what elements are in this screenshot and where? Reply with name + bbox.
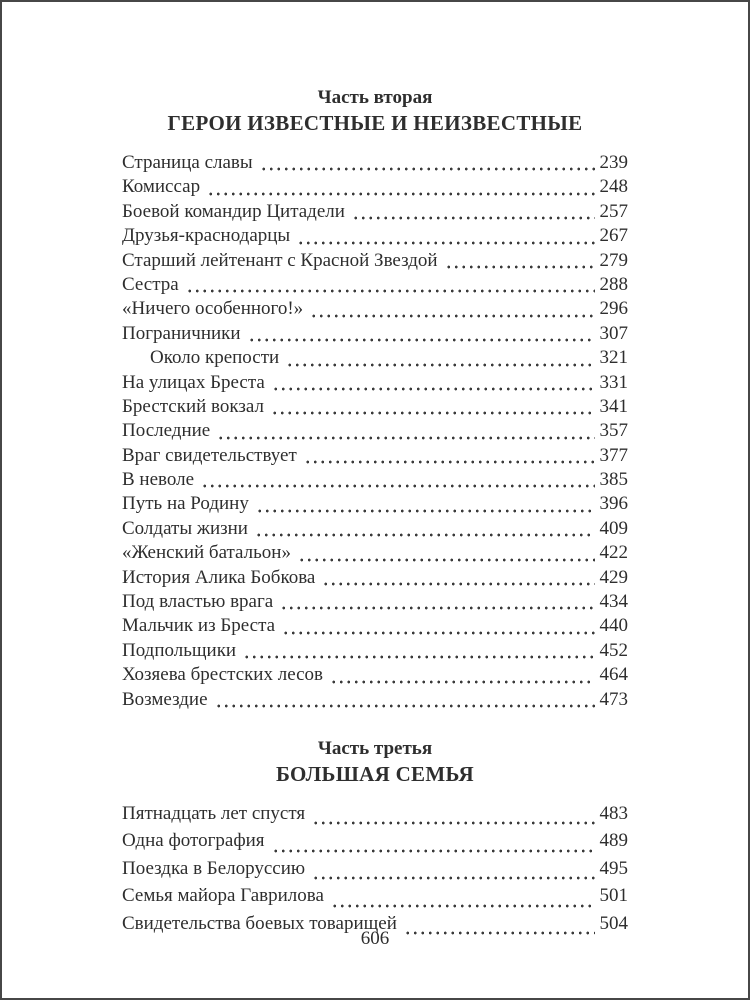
dot-leader [304, 460, 595, 464]
dot-leader [322, 582, 594, 586]
entry-page-number: 331 [599, 371, 628, 393]
toc-entry [122, 830, 628, 858]
toc-entry [122, 347, 628, 371]
dot-leader [255, 533, 595, 537]
entry-title: Пятнадцать лет спустя [122, 802, 306, 824]
entry-page-number: 396 [599, 493, 628, 515]
entry-title: Последние [122, 420, 211, 442]
entry-title: Около крепости [150, 347, 280, 369]
toc-entry [122, 298, 628, 322]
entry-title: Подпольщики [122, 639, 237, 661]
entry-title: Хозяева брестских лесов [122, 664, 324, 686]
dot-leader [260, 167, 595, 171]
toc-entry [122, 469, 628, 493]
entry-page-number: 489 [599, 830, 628, 852]
entry-title: Под властью врага [122, 591, 274, 613]
dot-leader [297, 241, 594, 245]
dot-leader [312, 876, 594, 880]
dot-leader [312, 821, 594, 825]
toc-entry [122, 372, 628, 396]
toc-entry [122, 664, 628, 688]
dot-leader [217, 436, 594, 440]
entry-page-number: 377 [599, 444, 628, 466]
toc-entry [122, 445, 628, 469]
toc-entries [122, 803, 628, 941]
toc-section [122, 86, 628, 713]
entry-page-number: 257 [599, 200, 628, 222]
entry-title: Семья майора Гаврилова [122, 885, 324, 907]
entry-page-number: 296 [599, 298, 628, 320]
toc-entry [122, 689, 628, 713]
toc-entry [122, 420, 628, 444]
toc-entry [122, 640, 628, 664]
dot-leader [330, 680, 594, 684]
entry-title: Одна фотография [122, 830, 265, 852]
entry-title: Возмездие [122, 688, 208, 710]
dot-leader [282, 631, 594, 635]
entry-page-number: 464 [599, 664, 628, 686]
entry-page-number: 429 [599, 566, 628, 588]
entry-title: Комиссар [122, 176, 201, 198]
entry-title: Страница славы [122, 152, 253, 173]
dot-leader [445, 265, 595, 269]
toc-entry [122, 323, 628, 347]
dot-leader [272, 849, 595, 853]
entry-page-number: 239 [599, 152, 628, 173]
toc-entry [122, 567, 628, 591]
toc-entry [122, 225, 628, 249]
entry-page-number: 267 [599, 225, 628, 247]
entry-title: Враг свидетельствует [122, 444, 297, 466]
toc-entry [122, 885, 628, 913]
part-title: ГЕРОИ ИЗВЕСТНЫЕ И НЕИЗВЕСТНЫЕ [167, 111, 583, 135]
toc-entry [122, 615, 628, 639]
toc-entry [122, 274, 628, 298]
dot-leader [280, 606, 594, 610]
dot-leader [207, 192, 594, 196]
entry-title: На улицах Бреста [122, 371, 265, 393]
entry-title: Пограничники [122, 322, 241, 344]
toc-entry [122, 152, 628, 176]
dot-leader [310, 314, 594, 318]
toc-section [122, 737, 628, 941]
toc-entry [122, 250, 628, 274]
dot-leader [215, 704, 595, 708]
toc-entry [122, 176, 628, 200]
dot-leader [271, 411, 595, 415]
toc-entry [122, 591, 628, 615]
part-label: Часть вторая [317, 87, 433, 108]
dot-leader [243, 655, 594, 659]
entry-page-number: 288 [599, 273, 628, 295]
dot-leader [201, 484, 594, 488]
toc-entry [122, 858, 628, 886]
toc-entry [122, 803, 628, 831]
entry-page-number: 321 [599, 347, 628, 369]
entry-title: Друзья-краснодарцы [122, 225, 291, 247]
part-title: БОЛЬШАЯ СЕМЬЯ [275, 761, 475, 786]
entry-title: Поездка в Белоруссию [122, 857, 306, 879]
entry-page-number: 279 [599, 249, 628, 271]
entry-page-number: 409 [599, 517, 628, 539]
dot-leader [256, 509, 595, 513]
entry-page-number: 504 [599, 912, 628, 934]
dot-leader [352, 216, 595, 220]
toc-entries [122, 152, 628, 713]
entry-title: «Ничего особенного!» [122, 298, 304, 320]
entry-page-number: 501 [599, 885, 628, 907]
entry-page-number: 341 [599, 395, 628, 417]
dot-leader [298, 558, 595, 562]
toc-entry [122, 396, 628, 420]
entry-page-number: 357 [599, 420, 628, 442]
entry-title: «Женский батальон» [122, 542, 291, 564]
entry-title: Старший лейтенант с Красной Звездой [122, 249, 438, 271]
entry-page-number: 434 [599, 591, 628, 613]
entry-page-number: 307 [599, 322, 628, 344]
page-number: 606 [360, 928, 390, 949]
entry-title: Мальчик из Бреста [122, 615, 276, 637]
entry-page-number: 385 [599, 469, 628, 491]
entry-page-number: 495 [599, 857, 628, 879]
part-label: Часть третья [317, 737, 433, 759]
dot-leader [186, 289, 595, 293]
entry-title: Брестский вокзал [122, 395, 264, 417]
entry-title: Солдаты жизни [122, 517, 248, 539]
entry-title: В неволе [122, 469, 195, 491]
entry-title: Свидетельства боевых товарищей [122, 912, 397, 934]
entry-page-number: 473 [599, 688, 628, 710]
entry-title: Путь на Родину [122, 493, 249, 515]
entry-title: История Алика Бобкова [122, 566, 316, 588]
entry-page-number: 422 [599, 542, 628, 564]
toc-entry [122, 493, 628, 517]
toc-entry [122, 542, 628, 566]
dot-leader [331, 904, 595, 908]
dot-leader [272, 387, 595, 391]
entry-page-number: 440 [599, 615, 628, 637]
entry-page-number: 452 [599, 639, 628, 661]
dot-leader [248, 338, 595, 342]
entry-title: Боевой командир Цитадели [122, 200, 345, 222]
entry-page-number: 248 [599, 176, 628, 198]
toc-entry [122, 518, 628, 542]
toc-entry [122, 201, 628, 225]
table-of-contents [122, 86, 628, 940]
entry-title: Сестра [122, 273, 179, 295]
entry-page-number: 483 [599, 802, 628, 824]
dot-leader [286, 363, 594, 367]
